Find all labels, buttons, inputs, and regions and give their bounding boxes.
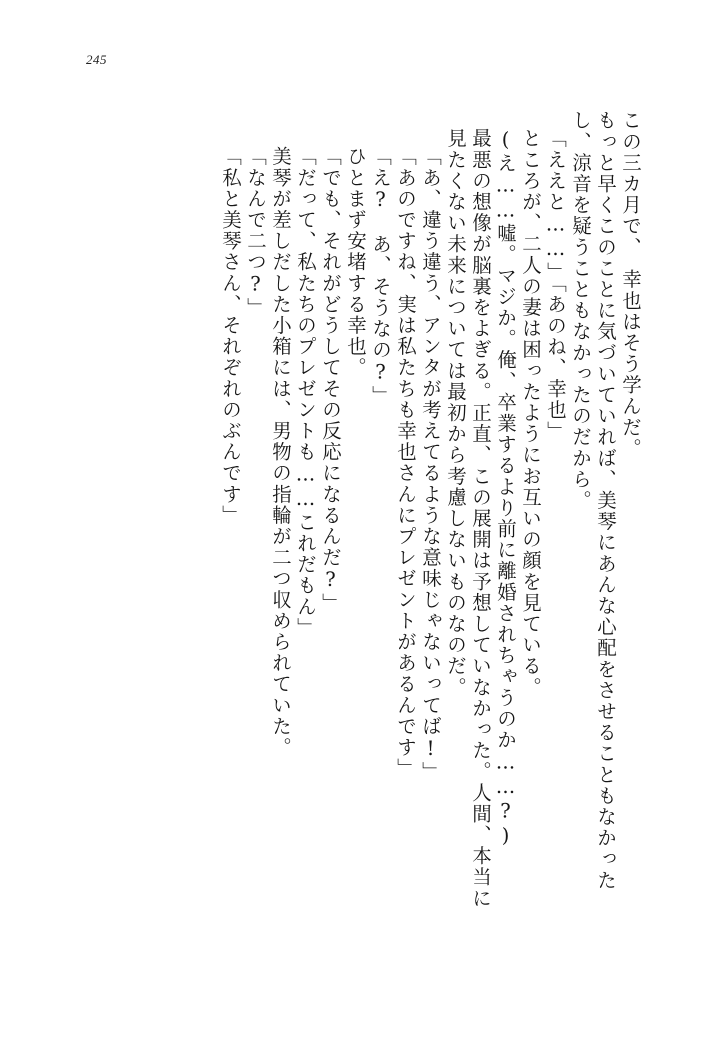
text-line: ひとまず安堵する幸也。 <box>344 146 367 379</box>
text-line: 「だって、私たちのプレゼントも……これだもん」 <box>294 146 317 639</box>
vertical-text-body <box>60 110 640 990</box>
page-number: 245 <box>86 52 107 67</box>
text-line: 「あのですね、実は私たちも幸也さんにプレゼントがあるんです」 <box>394 146 417 779</box>
text-line: 美琴が差しだした小箱には、男物の指輪が二つ収められていた。 <box>269 146 292 758</box>
text-line: この三カ月で、 幸也はそう学んだ。 <box>619 110 642 459</box>
text-line: もっと早くこのことに気づいていれば、美琴にあんな心配をさせることもなかった <box>594 110 617 891</box>
text-line: (え……噓。マジか。俺、卒業するより前に離婚されちゃうのか……?) <box>494 128 517 849</box>
text-line: 「なんで二つ?」 <box>244 146 267 319</box>
text-line: 「あ、違う違う、アンタが考えてるような意味じゃないってば!」 <box>419 146 442 783</box>
text-line: 最悪の想像が脳裏をよぎる。正直、この展開は予想していなかった。人間、本当に <box>469 128 492 909</box>
text-line: 「でも、それがどうしてその反応になるんだ?」 <box>319 146 342 614</box>
text-line: 「え? あ、そうなの?」 <box>369 146 392 407</box>
text-line: 「私と美琴さん、それぞれのぶんです」 <box>219 146 242 526</box>
text-line: 見たくない未来については最初から考慮しないものなのだ。 <box>444 128 467 698</box>
text-line: 「ええと……」「あのね、幸也」 <box>544 128 567 442</box>
text-line: ところが、二人の妻は困ったようにお互いの顔を見ている。 <box>519 128 542 698</box>
text-line: し、涼音を疑うこともなかったのだから。 <box>569 110 592 511</box>
